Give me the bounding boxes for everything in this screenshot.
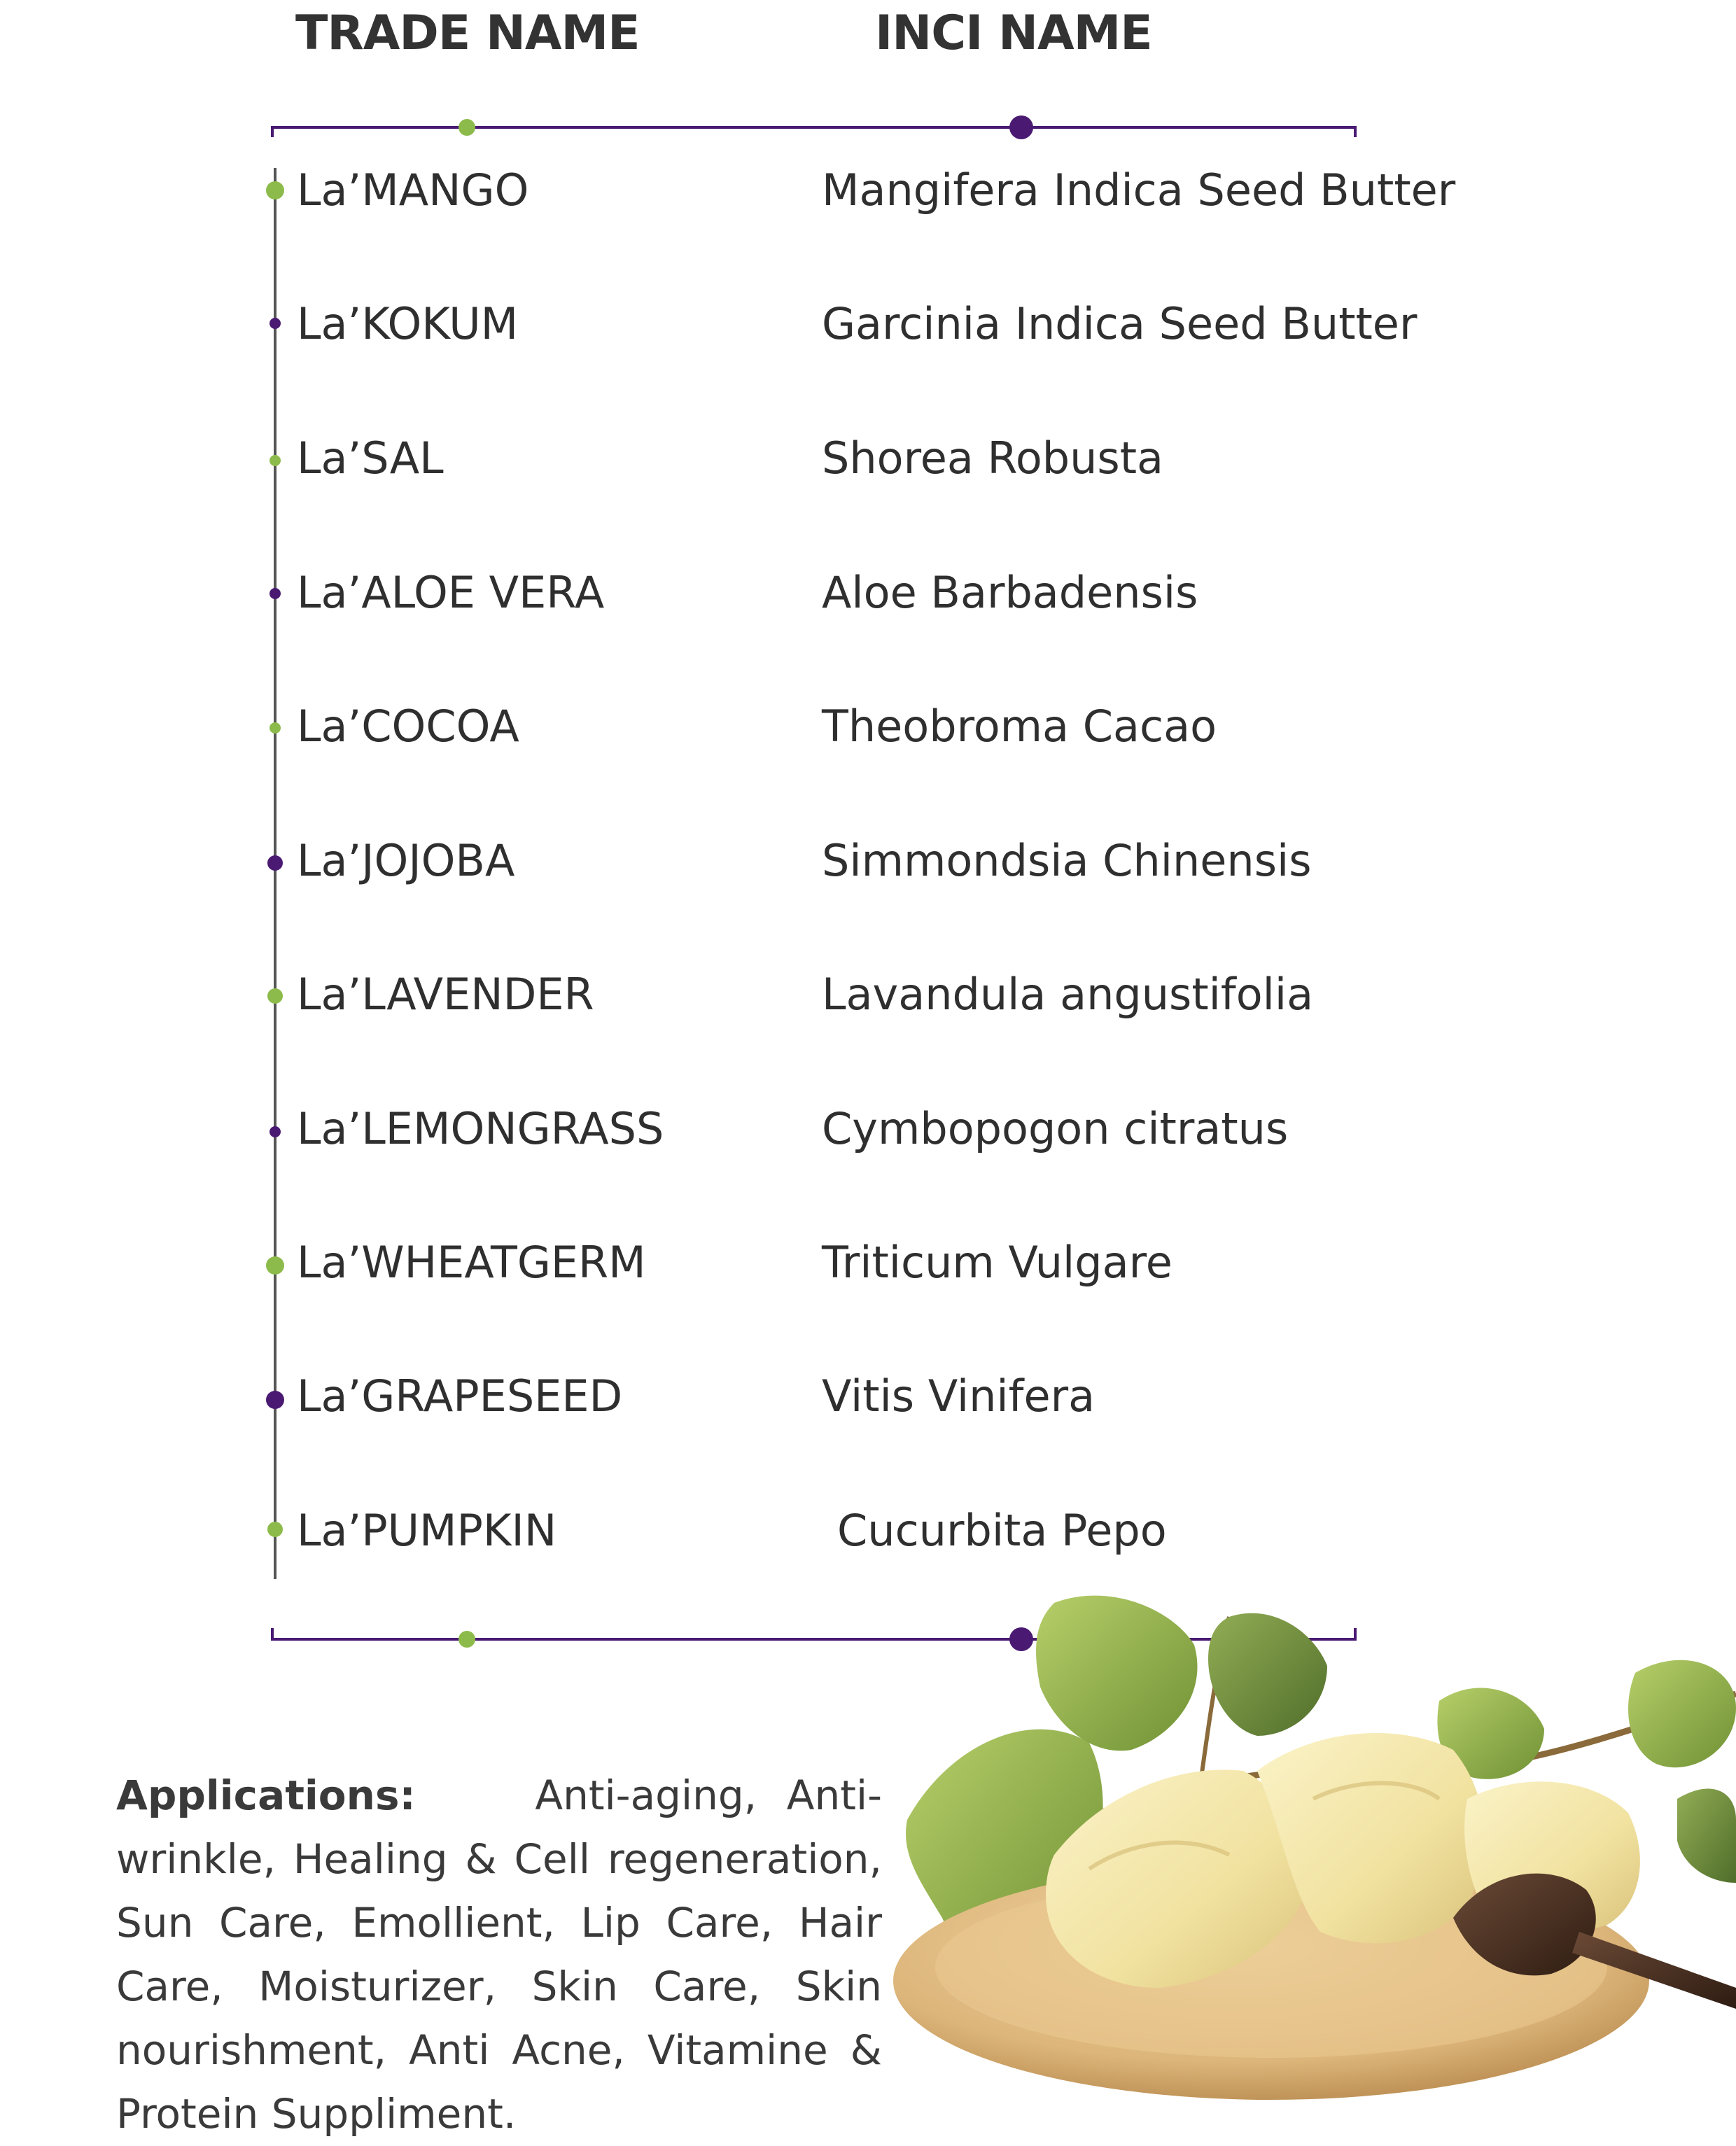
table-row: [0, 826, 1736, 896]
ivy-leaf: [1036, 1596, 1197, 1751]
inci-name: Mangifera Indica Seed Butter: [822, 164, 1456, 216]
inci-name: Triticum Vulgare: [822, 1237, 1172, 1288]
trade-name: La’ALOE VERA: [297, 567, 605, 618]
inci-name: Simmondsia Chinensis: [822, 835, 1312, 886]
applications-label: Applications:: [116, 1772, 416, 1819]
table-row: [0, 692, 1736, 762]
inci-name: Cymbopogon citratus: [822, 1103, 1289, 1154]
top-bracket-purple-dot: [1009, 115, 1033, 139]
table-row: [0, 1094, 1736, 1164]
bottom-bracket-green-dot: [458, 1631, 475, 1648]
table-row: [0, 960, 1736, 1030]
table-row: [0, 1361, 1736, 1431]
trade-name: La’SAL: [297, 433, 444, 484]
trade-name: La’PUMPKIN: [297, 1505, 557, 1556]
inci-name: Shorea Robusta: [822, 433, 1164, 484]
inci-name: Vitis Vinifera: [822, 1370, 1096, 1422]
trade-name-header: TRADE NAME: [295, 6, 640, 61]
trade-name: La’LAVENDER: [297, 969, 594, 1020]
inci-name: Garcinia Indica Seed Butter: [822, 298, 1418, 349]
table-row: [0, 558, 1736, 628]
top-bracket-green-dot: [458, 119, 475, 136]
applications-paragraph: [116, 1764, 882, 2146]
inci-name: Lavandula angustifolia: [822, 969, 1314, 1020]
table-row: [0, 155, 1736, 225]
trade-name: La’MANGO: [297, 164, 529, 216]
ivy-leaf: [1208, 1613, 1327, 1736]
ivy-leaf: [1677, 1789, 1736, 1883]
trade-name: La’LEMONGRASS: [297, 1103, 664, 1154]
inci-name: Aloe Barbadensis: [822, 567, 1198, 618]
applications-text: Anti-aging, Anti-wrinkle, Healing & Cell regeneration, Sun Care, Emollient, Lip Care, Hair Care, Moisturizer, Skin Care, Skin nourishment, Anti Acne, Vitamine & Protein Suppliment.: [116, 1772, 882, 2138]
butter-ivy-photo: [879, 1589, 1736, 2112]
ivy-leaf: [1628, 1660, 1736, 1767]
trade-name: La’JOJOBA: [297, 835, 515, 886]
inci-name-header: INCI NAME: [875, 6, 1152, 61]
trade-name: La’COCOA: [297, 701, 519, 752]
trade-name: La’KOKUM: [297, 298, 519, 349]
table-row: [0, 1496, 1736, 1566]
trade-name: La’WHEATGERM: [297, 1237, 646, 1288]
trade-name: La’GRAPESEED: [297, 1370, 623, 1422]
inci-name: Theobroma Cacao: [822, 701, 1217, 752]
table-row: [0, 289, 1736, 359]
inci-name: Cucurbita Pepo: [837, 1505, 1167, 1556]
table-row: [0, 423, 1736, 493]
table-row: [0, 1228, 1736, 1298]
